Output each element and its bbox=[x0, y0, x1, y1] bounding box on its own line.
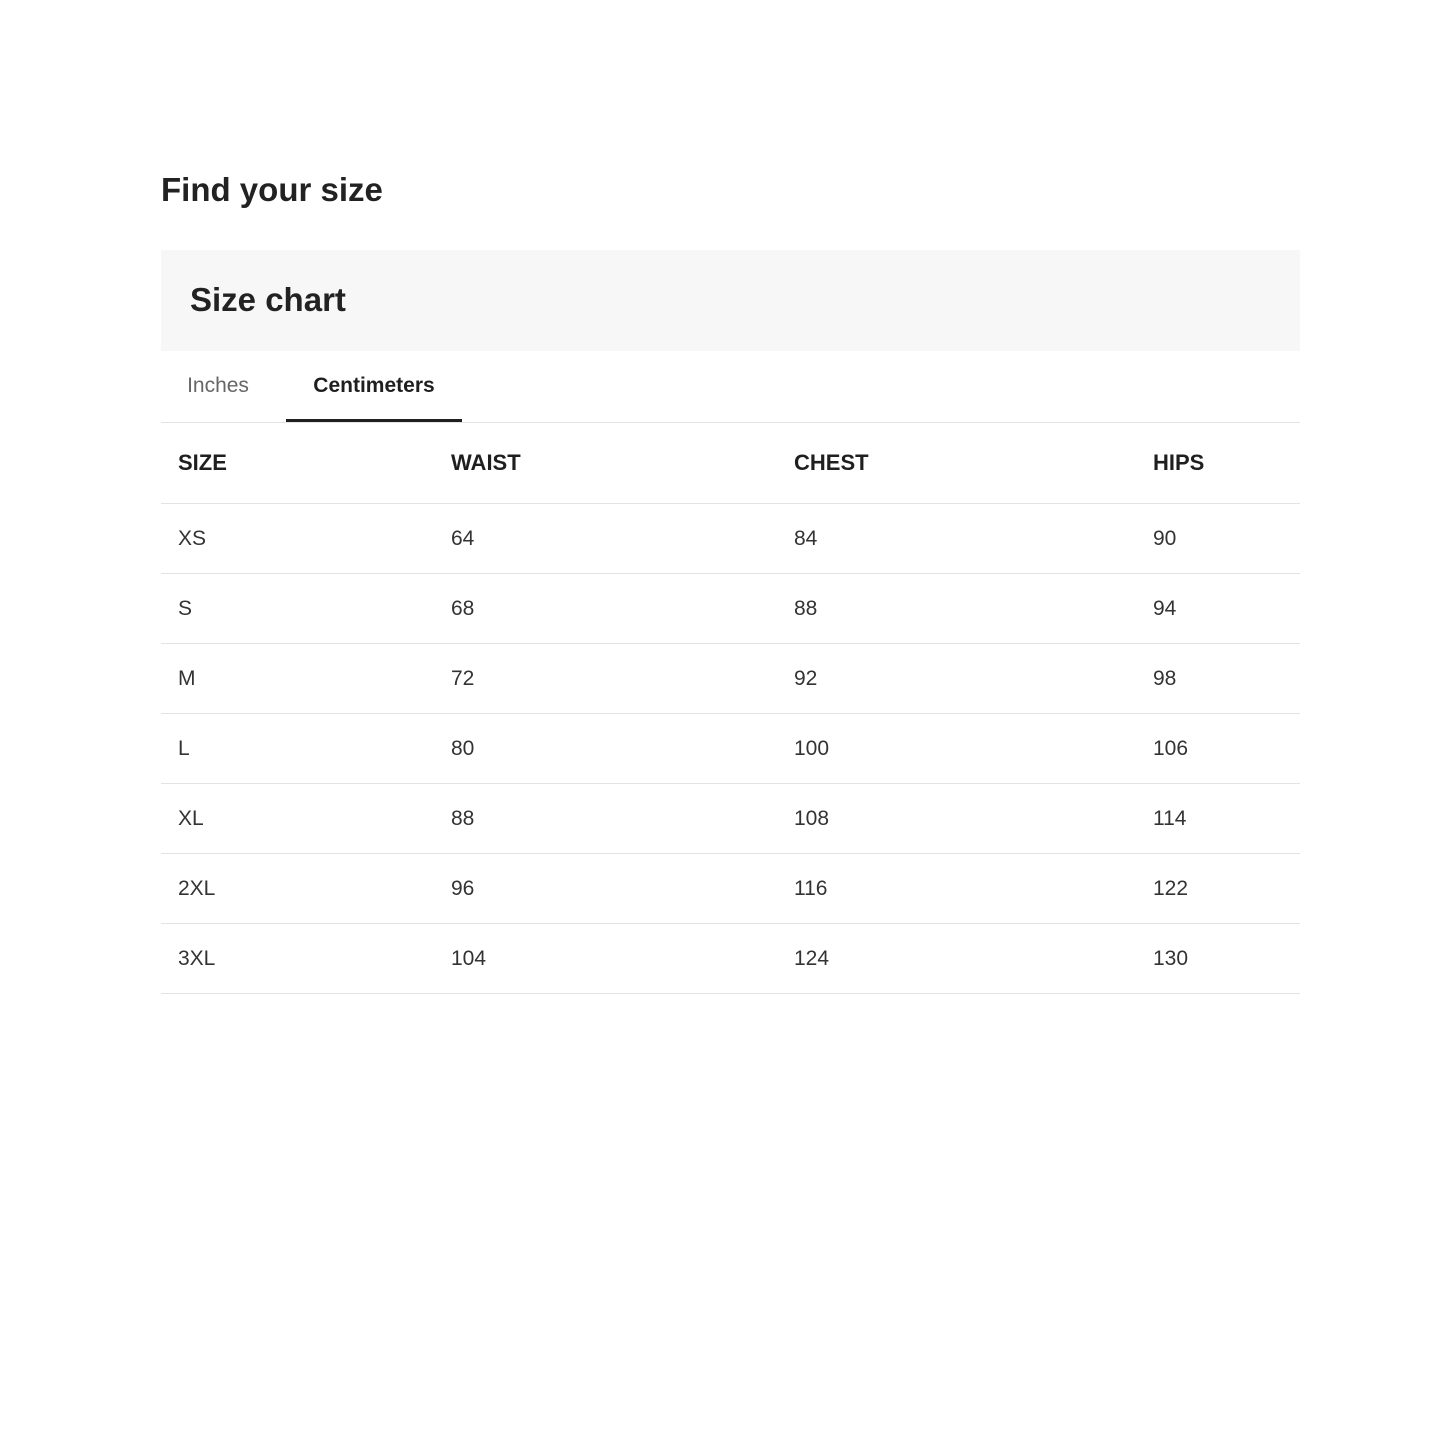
page-title: Find your size bbox=[161, 171, 383, 208]
table-row bbox=[161, 644, 1300, 714]
cell-hips: 106 bbox=[1136, 714, 1300, 784]
cell-size: S bbox=[161, 574, 434, 644]
column-header-waist: WAIST bbox=[434, 423, 777, 504]
cell-hips: 90 bbox=[1136, 504, 1300, 574]
size-chart-header bbox=[161, 250, 1300, 351]
table-row bbox=[161, 924, 1300, 994]
tab-centimeters[interactable]: Centimeters bbox=[286, 351, 462, 422]
size-table bbox=[161, 423, 1300, 994]
cell-chest: 124 bbox=[777, 924, 1136, 994]
unit-tabs bbox=[161, 351, 1300, 423]
cell-hips: 94 bbox=[1136, 574, 1300, 644]
cell-hips: 130 bbox=[1136, 924, 1300, 994]
cell-size: 2XL bbox=[161, 854, 434, 924]
cell-chest: 84 bbox=[777, 504, 1136, 574]
size-chart-title: Size chart bbox=[190, 281, 346, 318]
cell-hips: 98 bbox=[1136, 644, 1300, 714]
cell-size: XS bbox=[161, 504, 434, 574]
cell-hips: 114 bbox=[1136, 784, 1300, 854]
cell-chest: 88 bbox=[777, 574, 1136, 644]
column-header-size: SIZE bbox=[161, 423, 434, 504]
cell-chest: 92 bbox=[777, 644, 1136, 714]
table-row bbox=[161, 504, 1300, 574]
table-row bbox=[161, 574, 1300, 644]
cell-size: M bbox=[161, 644, 434, 714]
cell-waist: 96 bbox=[434, 854, 777, 924]
cell-waist: 68 bbox=[434, 574, 777, 644]
cell-waist: 104 bbox=[434, 924, 777, 994]
cell-chest: 108 bbox=[777, 784, 1136, 854]
table-header-row bbox=[161, 423, 1300, 504]
column-header-hips: HIPS bbox=[1136, 423, 1300, 504]
cell-chest: 116 bbox=[777, 854, 1136, 924]
size-chart-panel bbox=[161, 250, 1300, 994]
cell-size: 3XL bbox=[161, 924, 434, 994]
table-row bbox=[161, 784, 1300, 854]
column-header-chest: CHEST bbox=[777, 423, 1136, 504]
cell-hips: 122 bbox=[1136, 854, 1300, 924]
tab-inches[interactable]: Inches bbox=[187, 374, 249, 397]
cell-size: XL bbox=[161, 784, 434, 854]
cell-waist: 88 bbox=[434, 784, 777, 854]
cell-chest: 100 bbox=[777, 714, 1136, 784]
table-row bbox=[161, 714, 1300, 784]
table-row bbox=[161, 854, 1300, 924]
cell-waist: 72 bbox=[434, 644, 777, 714]
cell-waist: 64 bbox=[434, 504, 777, 574]
cell-waist: 80 bbox=[434, 714, 777, 784]
cell-size: L bbox=[161, 714, 434, 784]
